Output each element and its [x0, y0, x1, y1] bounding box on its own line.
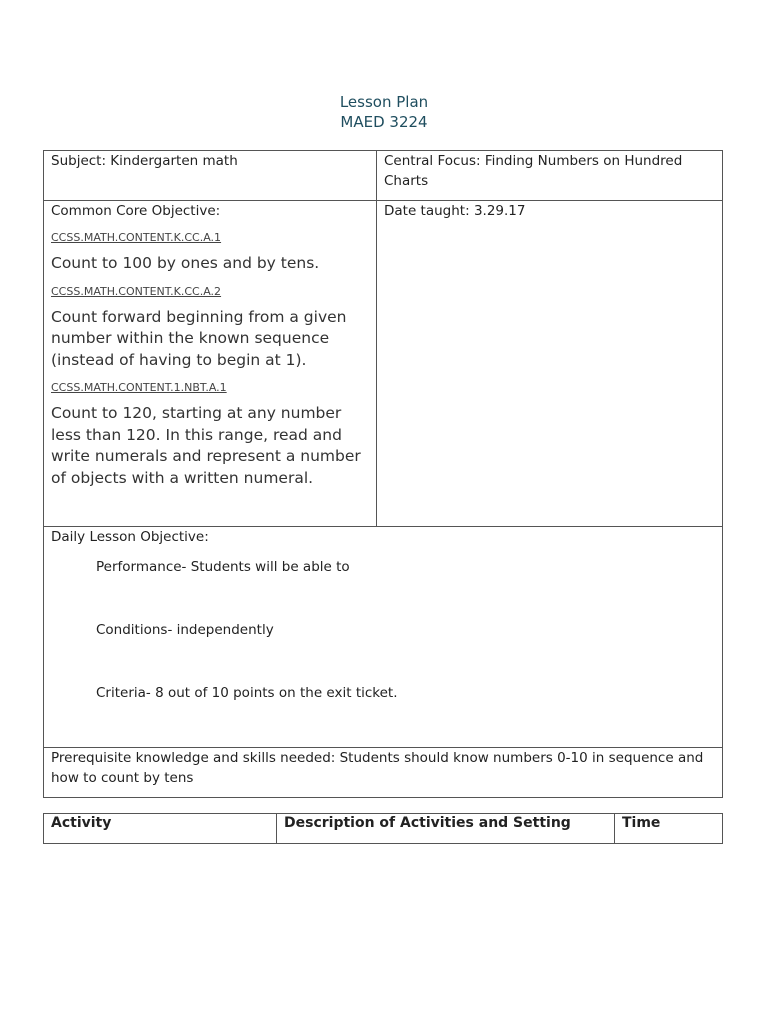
activity-header-row: [44, 814, 723, 844]
activity-table: [43, 813, 723, 844]
daily-objective-label: Daily Lesson Objective:: [51, 529, 209, 545]
objective-row: [44, 201, 723, 527]
central-focus-cell: [377, 151, 723, 201]
activity-header: Activity: [44, 814, 277, 844]
prerequisite-cell: [44, 748, 723, 798]
date-taught-cell: [377, 201, 723, 527]
standard-code: CCSS.MATH.CONTENT.K.CC.A.1: [51, 231, 222, 244]
standard-code: CCSS.MATH.CONTENT.K.CC.A.2: [51, 284, 222, 298]
subject-cell: [44, 151, 377, 201]
prerequisite-row: [44, 748, 723, 798]
standard-code: CCSS.MATH.CONTENT.1.NBT.A.1: [51, 381, 227, 394]
document-title-block: [0, 92, 768, 132]
document-title: Lesson Plan: [339, 93, 429, 111]
course-code: MAED 3224: [340, 113, 428, 131]
performance-text: Performance- Students will be able to: [96, 559, 350, 575]
standard-text: Count to 120, starting at any number less than 120. In this range, read and write numerals and represent a number of objects with a written numeral.: [51, 404, 361, 487]
standard-text: Count to 100 by ones and by tens.: [51, 254, 320, 272]
time-header: Time: [615, 814, 723, 844]
subject-row: [44, 151, 723, 201]
central-focus-text: Central Focus: Finding Numbers on Hundred Charts: [384, 153, 683, 189]
common-core-cell: [44, 201, 377, 527]
criteria-text: Criteria- 8 out of 10 points on the exit ticket.: [96, 685, 398, 701]
date-taught-text: Date taught: 3.29.17: [384, 203, 526, 219]
lesson-plan-table: [43, 150, 723, 798]
description-header: Description of Activities and Setting: [277, 814, 615, 844]
conditions-text: Conditions- independently: [96, 622, 274, 638]
daily-objective-cell: [44, 527, 723, 748]
prerequisite-text: Prerequisite knowledge and skills needed: Students should know numbers 0-10 in sequence and how to count by tens: [51, 750, 704, 786]
subject-text: Subject: Kindergarten math: [51, 153, 238, 169]
standard-text: Count forward beginning from a given number within the known sequence (instead of having to begin at 1).: [51, 307, 347, 369]
common-core-label: Common Core Objective:: [51, 203, 221, 219]
daily-objective-row: [44, 527, 723, 748]
